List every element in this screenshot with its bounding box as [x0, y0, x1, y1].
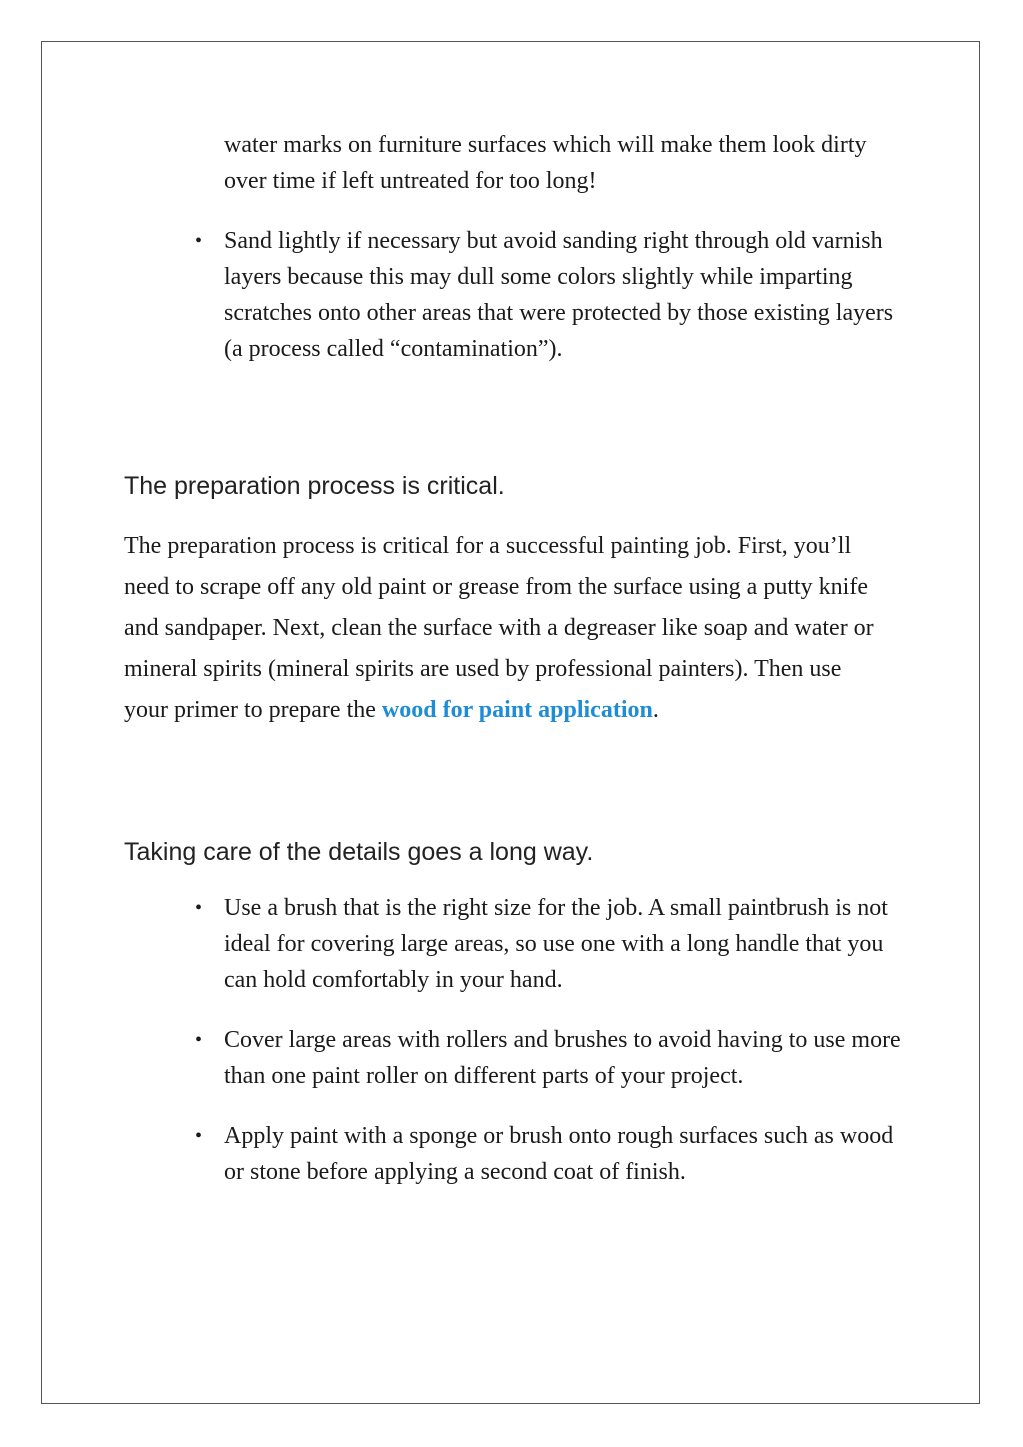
section-heading-details: Taking care of the details goes a long way. — [124, 838, 594, 866]
continuation-text: water marks on furniture surfaces which will make them look dirty over time if left untreated for too long! — [224, 132, 867, 194]
list-item — [183, 890, 903, 998]
paragraph-end: . — [652, 697, 659, 723]
list-item-text: Sand lightly if necessary but avoid sanding right through old varnish layers because this may dull some colors slightly while imparting scratches onto other areas that were protected by those existing layers (a process called “contamination”). — [224, 228, 894, 362]
list-item — [183, 1118, 903, 1190]
bullet-icon: • — [195, 1029, 203, 1051]
bullet-list-sanding — [183, 223, 903, 367]
bullet-list-details — [183, 890, 903, 1190]
list-item-text: Apply paint with a sponge or brush onto rough surfaces such as wood or stone before applying a second coat of finish. — [224, 1123, 894, 1185]
list-item-text: Cover large areas with rollers and brushes to avoid having to use more than one paint roller on different parts of your project. — [224, 1027, 901, 1089]
preparation-paragraph — [124, 526, 884, 731]
paragraph-text: The preparation process is critical for a successful painting job. First, you’ll need to scrape off any old paint or grease from the surface using a putty knife and sandpaper. Next, clean the surface with a degreaser like soap and water or mineral spirits (mineral spirits are used by professional painters). Then use your primer to prepare the — [124, 533, 874, 723]
bullet-icon: • — [195, 897, 203, 919]
list-item — [183, 223, 903, 367]
wood-paint-link[interactable]: wood for paint application — [381, 697, 653, 723]
bullet-icon: • — [195, 1125, 203, 1147]
list-item — [183, 1022, 903, 1094]
section-heading-preparation: The preparation process is critical. — [124, 472, 505, 500]
bullet-icon: • — [195, 230, 203, 252]
list-item-text: Use a brush that is the right size for the job. A small paintbrush is not ideal for covering large areas, so use one with a long handle that you can hold comfortably in your hand. — [224, 895, 888, 993]
